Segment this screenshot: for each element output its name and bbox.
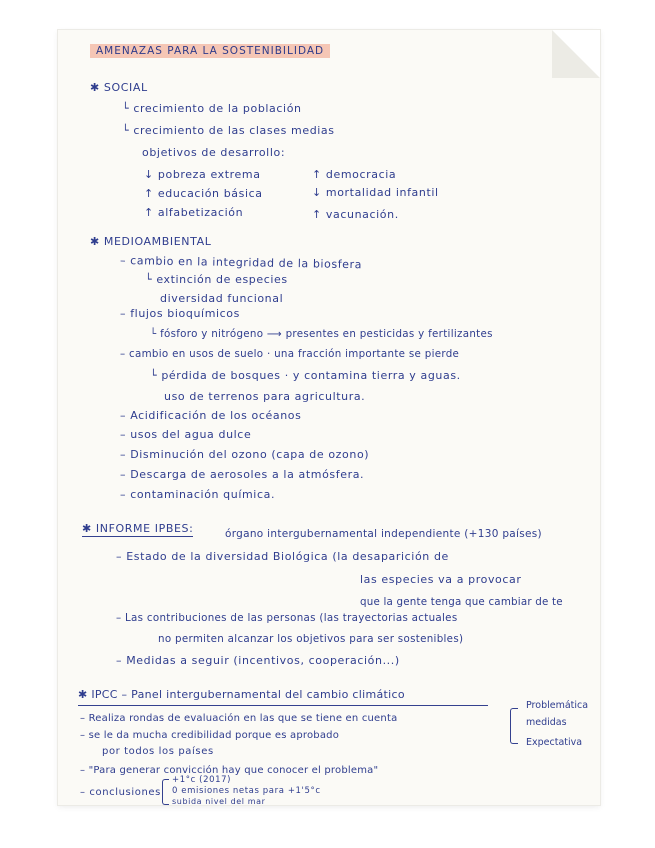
note-line: – Disminución del ozono (capa de ozono): [120, 448, 370, 461]
note-line: medidas: [526, 717, 567, 728]
note-line: └ crecimiento de la población: [122, 102, 302, 115]
note-line: por todos los países: [102, 746, 214, 757]
note-line: └ fósforo y nitrógeno ⟶ presentes en pesticidas y fertilizantes: [150, 328, 493, 340]
section-heading-ipcc: ✱ IPCC – Panel intergubernamental del cambio climático: [78, 688, 405, 701]
note-line: – flujos bioquímicos: [120, 307, 240, 320]
note-line: ↑ educación básica: [144, 187, 263, 200]
section-heading-medioambiental: ✱ MEDIOAMBIENTAL: [90, 235, 212, 248]
section-heading-social: ✱ SOCIAL: [90, 81, 148, 94]
note-line: Problemática: [526, 700, 589, 711]
note-line: ↓ pobreza extrema: [144, 168, 261, 181]
note-line: ↑ alfabetización: [144, 206, 244, 219]
note-line: – Estado de la diversidad Biológica (la desaparición de: [116, 550, 449, 563]
note-line: ↑ democracia: [312, 168, 397, 181]
note-line: – contaminación química.: [120, 488, 276, 501]
note-line: +1°c (2017): [172, 775, 232, 785]
note-line: – Realiza rondas de evaluación en las que se tiene en cuenta: [80, 713, 398, 724]
note-line: 0 emisiones netas para +1'5°c: [172, 786, 321, 796]
note-line: no permiten alcanzar los objetivos para ser sostenibles): [158, 633, 464, 645]
note-line: – usos del agua dulce: [120, 428, 252, 441]
page-corner-fold: [552, 30, 600, 78]
brace: [510, 708, 518, 744]
note-line: – cambio en usos de suelo · una fracción importante se pierde: [120, 348, 460, 360]
note-line: – se le da mucha credibilidad porque es aprobado: [80, 730, 340, 741]
note-line: └ extinción de especies: [145, 273, 288, 286]
note-line: – Las contribuciones de las personas (las trayectorias actuales: [116, 612, 458, 624]
note-line: – cambio en la integridad de la biosfera: [119, 254, 363, 272]
note-line: que la gente tenga que cambiar de te: [360, 596, 563, 608]
page-title: AMENAZAS PARA LA SOSTENIBILIDAD: [90, 45, 330, 57]
note-line: └ pérdida de bosques · y contamina tierra y aguas.: [150, 369, 461, 382]
section-heading-ipbes: ✱ INFORME IPBES:: [82, 522, 194, 535]
note-line: uso de terrenos para agricultura.: [164, 390, 366, 403]
note-line: – "Para generar convicción hay que conocer el problema": [80, 765, 379, 776]
note-line: órgano intergubernamental independiente (+130 países): [225, 528, 542, 540]
brace: [162, 779, 169, 805]
note-line: objetivos de desarrollo:: [142, 146, 286, 159]
note-line: ↑ vacunación.: [312, 208, 399, 221]
note-line: ↓ mortalidad infantil: [312, 186, 439, 199]
note-line: – Acidificación de los océanos: [120, 409, 302, 422]
heading-underline: [78, 705, 488, 706]
note-line: – Descarga de aerosoles a la atmósfera.: [120, 468, 365, 481]
note-line: subida nivel del mar: [172, 797, 266, 806]
note-line: └ crecimiento de las clases medias: [122, 124, 335, 137]
note-line: – conclusiones: [80, 787, 161, 798]
note-line: las especies va a provocar: [360, 573, 522, 586]
note-line: diversidad funcional: [160, 292, 284, 305]
note-line: Expectativa: [526, 737, 583, 748]
note-line: – Medidas a seguir (incentivos, cooperación...): [116, 654, 400, 667]
